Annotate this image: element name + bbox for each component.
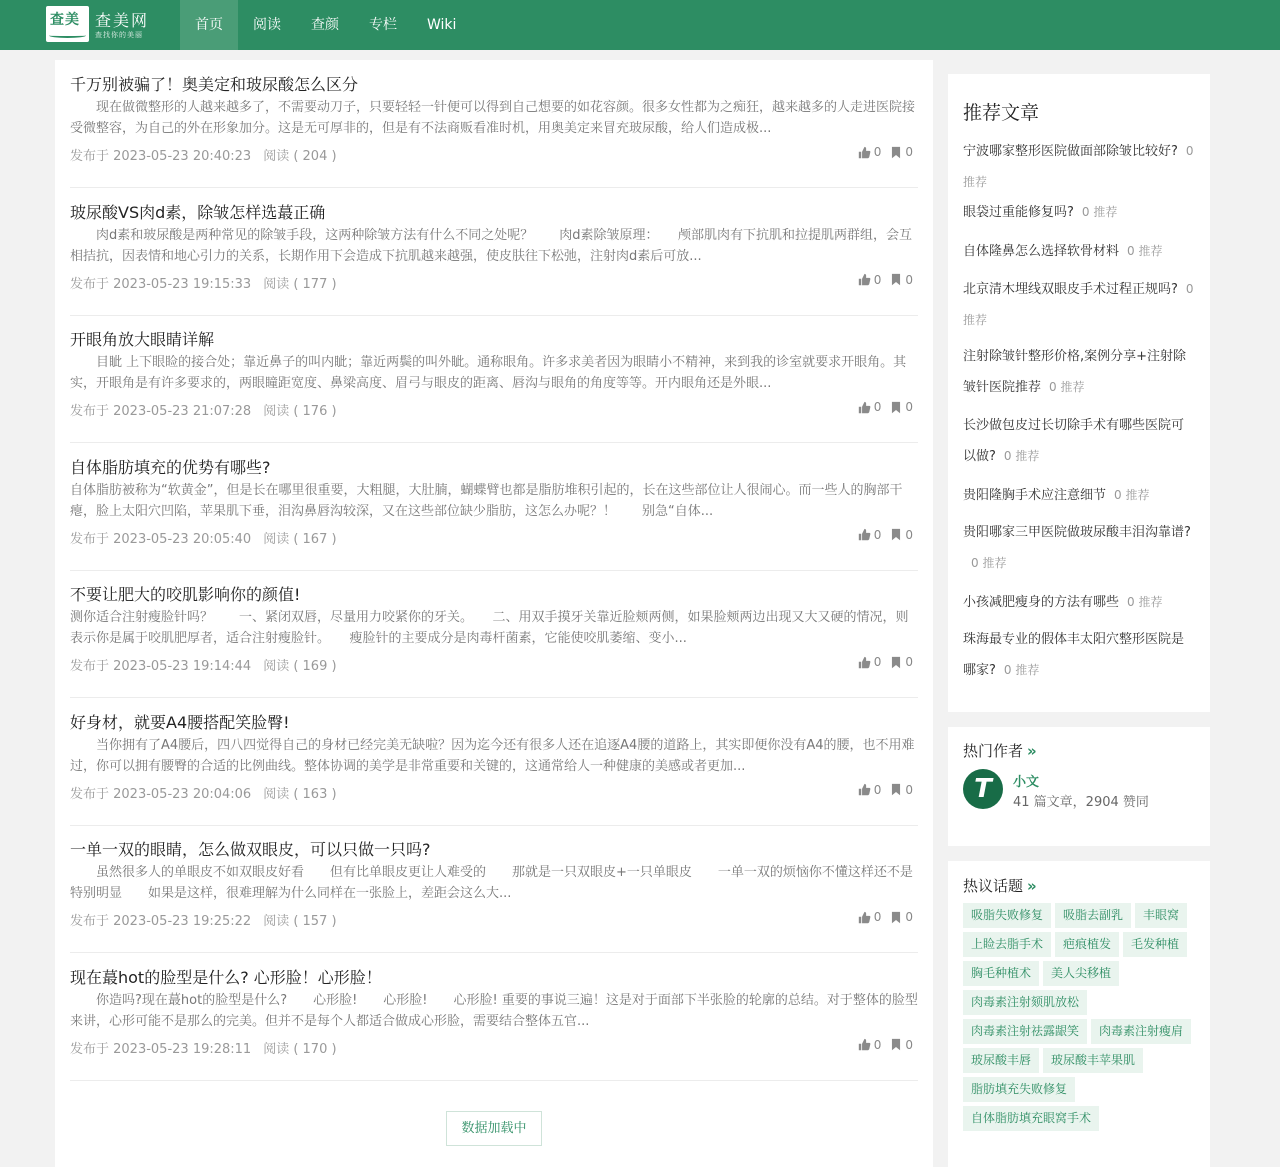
like-button[interactable]: [858, 1038, 882, 1052]
article-summary: 肉d素和玻尿酸是两种常见的除皱手段，这两种除皱方法有什么不同之处呢？ 肉d素除皱原理： 颅部肌肉有下抗肌和拉提肌两群组，会互相拮抗，因表情和地心引力的关系，长期作用下会造成下抗肌越来越强，使皮肤往下松弛，注射肉d素后可放...: [70, 227, 913, 264]
article-reads: 阅读 ( 176 ): [263, 404, 337, 419]
like-count: 0: [873, 527, 882, 542]
article-reads: 阅读 ( 163 ): [263, 786, 337, 802]
article-stats: [858, 1038, 913, 1052]
like-count: 0: [873, 400, 882, 414]
article-meta: [70, 145, 337, 164]
article-summary: 当你拥有了A4腰后，四八四觉得自己的身材已经完美无缺啦？因为迄今还有很多人还在追逐A4腰的道路上，其实即便你没有A4的腰，也不用难过，你可以拥有腰臀的合适的比例曲线。整体协调的美学是非常重要和关键的，这通常给人一种健康的美感或者更加...: [70, 737, 915, 774]
article-meta: [70, 910, 337, 929]
bookmark-flag-icon: [891, 273, 905, 286]
like-count: 0: [873, 910, 882, 924]
bookmark-flag-icon: [891, 146, 905, 159]
topic-tag[interactable]: 脂肪填充失败修复: [963, 1077, 1075, 1102]
recommended-panel: [948, 74, 1210, 712]
bookmark-count: 0: [905, 655, 913, 669]
topic-tag[interactable]: 吸脂去副乳: [1055, 903, 1131, 928]
site-logo[interactable]: [46, 5, 166, 45]
article-meta: [70, 273, 337, 292]
article-summary: 现在做微整形的人越来越多了，不需要动刀子，只要轻轻一针便可以得到自己想要的如花容颜。很多女性都为之痴狂，越来越多的人走进医院接受微整容，为自己的外在形象加分。这是无可厚非的，但是有不法商贩看准时机，用奥美定来冒充玻尿酸，给人们造成极...: [70, 100, 916, 136]
article-item[interactable]: [70, 443, 918, 571]
like-count: 0: [873, 272, 882, 287]
recommended-item-title[interactable]: 长沙做包皮过长切除手术有哪些医院可以做?: [963, 418, 1185, 464]
bookmark-button[interactable]: [891, 145, 913, 159]
recommended-item-title[interactable]: 宁波哪家整形医院做面部除皱比较好?: [963, 144, 1178, 159]
recommended-item[interactable]: [963, 136, 1195, 198]
article-date: 发布于 2023-05-23 19:28:11: [70, 1041, 252, 1057]
like-count: 0: [873, 782, 882, 797]
site-slogan: 查找你的美丽: [95, 31, 143, 39]
article-reads: 阅读 ( 204 ): [263, 149, 337, 164]
article-reads: 阅读 ( 170 ): [263, 1041, 337, 1057]
recommended-title: 推荐文章: [963, 102, 1040, 124]
article-summary: 你造吗?现在蕞hot的脸型是什么? 心形脸! 心形脸! 心形脸! 重要的事说三遍！这是对于面部下半张脸的轮廓的总结。对于整体的脸型来讲，心形可能不是那么的完美。但并不是每个人都适合做成心形脸，需要结合整体五官...: [70, 992, 918, 1029]
bookmark-flag-icon: [891, 783, 905, 796]
avatar[interactable]: [963, 769, 1003, 809]
recommended-item[interactable]: [963, 236, 1195, 267]
topic-tag[interactable]: 疤痕植发: [1055, 932, 1119, 957]
article-item[interactable]: [70, 315, 918, 443]
nav-read[interactable]: 阅读: [253, 17, 281, 33]
nav-wiki[interactable]: Wiki: [427, 17, 457, 33]
article-list: [55, 60, 933, 1167]
article-date: 发布于 2023-05-23 19:14:44: [70, 659, 252, 674]
topic-tag[interactable]: 肉毒素注射颏肌放松: [963, 990, 1087, 1015]
article-item[interactable]: [70, 60, 918, 188]
recommended-item-title[interactable]: 贵阳隆胸手术应注意细节: [963, 488, 1107, 503]
article-meta: [70, 1038, 337, 1057]
recommended-item-title[interactable]: 贵阳哪家三甲医院做玻尿酸丰泪沟靠谱?: [963, 525, 1191, 540]
bookmark-button[interactable]: [891, 783, 913, 797]
recommend-count: 0 推荐: [1003, 663, 1040, 677]
bookmark-flag-icon: [891, 528, 905, 541]
recommend-count: 0 推荐: [971, 556, 1007, 570]
bookmark-button[interactable]: [891, 273, 913, 287]
article-stats: [858, 910, 913, 924]
article-reads: 阅读 ( 169 ): [263, 659, 337, 674]
load-more-button[interactable]: 数据加载中: [446, 1111, 542, 1146]
article-title[interactable]: 千万别被骗了！奥美定和玻尿酸怎么区分: [70, 75, 359, 94]
article-item[interactable]: [70, 698, 918, 826]
bookmark-count: 0: [905, 782, 913, 797]
topic-tag[interactable]: 肉毒素注射祛露龈笑: [963, 1019, 1087, 1044]
recommend-count: 0 推荐: [1081, 205, 1118, 219]
recommended-item-title[interactable]: 小孩减肥瘦身的方法有哪些: [963, 595, 1120, 610]
recommended-item[interactable]: [963, 518, 1195, 579]
article-stats: [858, 400, 913, 414]
main-nav: [180, 0, 471, 50]
recommend-count: 0 推荐: [963, 282, 1194, 327]
bookmark-count: 0: [905, 910, 913, 924]
like-button[interactable]: [858, 528, 882, 542]
recommend-count: 0 推荐: [963, 144, 1194, 189]
hot-authors-panel: [948, 727, 1210, 846]
hot-authors-title: [963, 740, 1037, 761]
article-reads: 阅读 ( 157 ): [263, 914, 337, 929]
bookmark-button[interactable]: [891, 528, 913, 542]
article-title[interactable]: 开眼角放大眼睛详解: [70, 330, 215, 349]
like-button[interactable]: [858, 910, 882, 924]
recommended-item-title[interactable]: 珠海最专业的假体丰太阳穴整形医院是哪家?: [963, 632, 1185, 678]
recommended-item-title[interactable]: 注射除皱针整形价格,案例分享+注射除皱针医院推荐: [963, 349, 1187, 395]
author-card[interactable]: [963, 769, 1195, 811]
article-title[interactable]: 玻尿酸VS肉d素，除皱怎样选蕞正确: [70, 202, 326, 222]
topic-tags: [963, 903, 1203, 1135]
bookmark-count: 0: [905, 527, 913, 542]
nav-column[interactable]: 专栏: [369, 17, 397, 33]
topic-tag[interactable]: 玻尿酸丰唇: [963, 1048, 1039, 1073]
topic-tag[interactable]: 吸脂失败修复: [963, 903, 1051, 928]
recommend-count: 0 推荐: [1003, 449, 1040, 463]
article-date: 发布于 2023-05-23 20:05:40: [70, 531, 252, 547]
hot-topics-more-link[interactable]: »: [1027, 877, 1037, 895]
bookmark-button[interactable]: [891, 910, 913, 924]
thumbs-up-icon: [858, 911, 874, 924]
article-summary: 目眦 上下眼睑的接合处；靠近鼻子的叫内眦；靠近两鬓的叫外眦。通称眼角。许多求美者因为眼睛小不精神，来到我的诊室就要求开眼角。其实，开眼角是有许多要求的，两眼瞳距宽度、鼻梁高度、眉弓与眼皮的距离、唇沟与眼角的角度等等。开内眼角还是外眼...: [70, 355, 907, 391]
article-meta: [70, 655, 337, 674]
article-title[interactable]: 现在蕞hot的脸型是什么? 心形脸！心形脸！: [70, 967, 382, 987]
article-title[interactable]: 不要让肥大的咬肌影响你的颜值!: [70, 585, 301, 604]
bookmark-flag-icon: [891, 1038, 905, 1051]
logo-mark: [46, 6, 89, 42]
article-reads: 阅读 ( 177 ): [263, 276, 337, 292]
hot-authors-title-text: 热门作者: [963, 742, 1024, 760]
nav-home[interactable]: 首页: [180, 0, 238, 50]
recommended-item-title[interactable]: 自体隆鼻怎么选择软骨材料: [963, 244, 1120, 259]
recommended-item[interactable]: [963, 342, 1195, 403]
topic-tag[interactable]: 上睑去脂手术: [963, 932, 1051, 957]
topic-tag[interactable]: 毛发种植: [1123, 932, 1187, 957]
like-button[interactable]: [858, 400, 882, 414]
like-count: 0: [873, 1037, 882, 1052]
article-stats: [858, 528, 913, 542]
like-count: 0: [873, 145, 882, 159]
topic-tag[interactable]: 美人尖移植: [1043, 961, 1119, 986]
hot-authors-more-link[interactable]: »: [1027, 742, 1037, 760]
hot-topics-title: [963, 875, 1037, 896]
article-stats: [858, 273, 913, 287]
article-reads: 阅读 ( 167 ): [263, 531, 337, 547]
like-button[interactable]: [858, 783, 882, 797]
logo-mark-text: 查美: [50, 12, 80, 28]
bookmark-flag-icon: [891, 401, 905, 414]
recommended-item[interactable]: [963, 625, 1195, 686]
article-title[interactable]: 好身材，就要A4腰搭配笑脸臀!: [70, 712, 290, 732]
recommended-item[interactable]: [963, 480, 1195, 511]
article-item[interactable]: [70, 570, 918, 698]
logo-wave-icon: [49, 33, 86, 38]
article-stats: [858, 145, 913, 159]
recommend-count: 0 推荐: [1114, 488, 1150, 502]
article-title[interactable]: 一单一双的眼睛，怎么做双眼皮，可以只做一只吗?: [70, 840, 431, 859]
article-summary: 自体脂肪被称为“软黄金”，但是长在哪里很重要，大粗腿，大肚腩，蝴蝶臂也都是脂肪堆积引起的，长在这些部位让人很闹心。而一些人的胸部干瘪，脸上太阳穴凹陷，苹果肌下垂，泪沟鼻唇沟较深，又在这些部位缺少脂肪，这怎么办呢？！ 别急“自体...: [70, 482, 903, 519]
topic-tag[interactable]: 胸毛种植术: [963, 961, 1039, 986]
bookmark-flag-icon: [891, 656, 905, 669]
article-title[interactable]: 自体脂肪填充的优势有哪些?: [70, 457, 271, 477]
thumbs-up-icon: [858, 1038, 874, 1051]
recommended-item[interactable]: [963, 411, 1195, 472]
thumbs-up-icon: [858, 273, 874, 286]
nav-face[interactable]: 查颜: [311, 17, 339, 33]
like-button[interactable]: [858, 273, 882, 287]
article-item[interactable]: [70, 953, 918, 1081]
site-name: 查美网: [95, 11, 150, 30]
like-button[interactable]: [858, 655, 882, 669]
article-date: 发布于 2023-05-23 21:07:28: [70, 404, 252, 419]
article-summary: 虽然很多人的单眼皮不如双眼皮好看 但有比单眼皮更让人难受的 那就是一只双眼皮+一只单眼皮 一单一双的烦恼你不懂这样还不是特别明显 如果是这样，很难理解为什么同样在一张脸上，差距会这么大...: [70, 865, 913, 901]
article-stats: [858, 783, 913, 797]
bookmark-count: 0: [905, 272, 913, 287]
thumbs-up-icon: [858, 528, 874, 541]
author-stats: 41 篇文章，2904 赞同: [1013, 795, 1149, 810]
recommend-count: 0 推荐: [1127, 244, 1163, 258]
recommend-count: 0 推荐: [1049, 380, 1085, 394]
bookmark-button[interactable]: [891, 1038, 913, 1052]
topic-tag[interactable]: 玻尿酸丰苹果肌: [1043, 1048, 1143, 1073]
recommend-count: 0 推荐: [1127, 595, 1163, 609]
recommended-item[interactable]: [963, 274, 1195, 336]
like-button[interactable]: [858, 145, 882, 159]
bookmark-count: 0: [905, 1037, 913, 1052]
article-date: 发布于 2023-05-23 19:25:22: [70, 914, 252, 929]
article-date: 发布于 2023-05-23 19:15:33: [70, 276, 252, 292]
topic-tag[interactable]: 丰眼窝: [1135, 903, 1187, 928]
thumbs-up-icon: [858, 146, 874, 159]
article-date: 发布于 2023-05-23 20:04:06: [70, 786, 252, 802]
topic-tag[interactable]: 肉毒素注射瘦肩: [1091, 1019, 1191, 1044]
avatar-letter: T: [974, 774, 992, 804]
hot-topics-title-text: 热议话题: [963, 877, 1024, 895]
bookmark-count: 0: [905, 145, 913, 159]
article-item[interactable]: [70, 825, 918, 953]
topic-tag[interactable]: 自体脂肪填充眼窝手术: [963, 1106, 1099, 1131]
article-date: 发布于 2023-05-23 20:40:23: [70, 149, 252, 164]
article-meta: [70, 400, 337, 419]
article-stats: [858, 655, 913, 669]
recommended-item-title[interactable]: 眼袋过重能修复吗?: [963, 205, 1074, 220]
thumbs-up-icon: [858, 656, 874, 669]
bookmark-count: 0: [905, 400, 913, 414]
bookmark-button[interactable]: [891, 655, 913, 669]
recommended-item-title[interactable]: 北京清木埋线双眼皮手术过程正规吗?: [963, 282, 1178, 297]
recommended-item[interactable]: [963, 197, 1195, 228]
hot-topics-panel: [948, 861, 1210, 1167]
top-header: [0, 0, 1280, 50]
recommended-item[interactable]: [963, 587, 1195, 618]
thumbs-up-icon: [858, 783, 874, 796]
like-count: 0: [873, 655, 882, 669]
article-summary: 测你适合注射瘦脸针吗？ 一、紧闭双唇，尽量用力咬紧你的牙关。 二、用双手摸牙关靠近脸颊两侧，如果脸颊两边出现又大又硬的情况，则表示你是属于咬肌肥厚者，适合注射瘦脸针。 瘦脸针的主要成分是肉毒杆菌素，它能使咬肌萎缩、变小...: [70, 610, 909, 646]
article-item[interactable]: [70, 188, 918, 316]
bookmark-button[interactable]: [891, 400, 913, 414]
bookmark-flag-icon: [891, 911, 905, 924]
article-meta: [70, 783, 337, 802]
article-meta: [70, 528, 337, 547]
thumbs-up-icon: [858, 401, 874, 414]
author-name[interactable]: 小文: [1013, 775, 1040, 790]
